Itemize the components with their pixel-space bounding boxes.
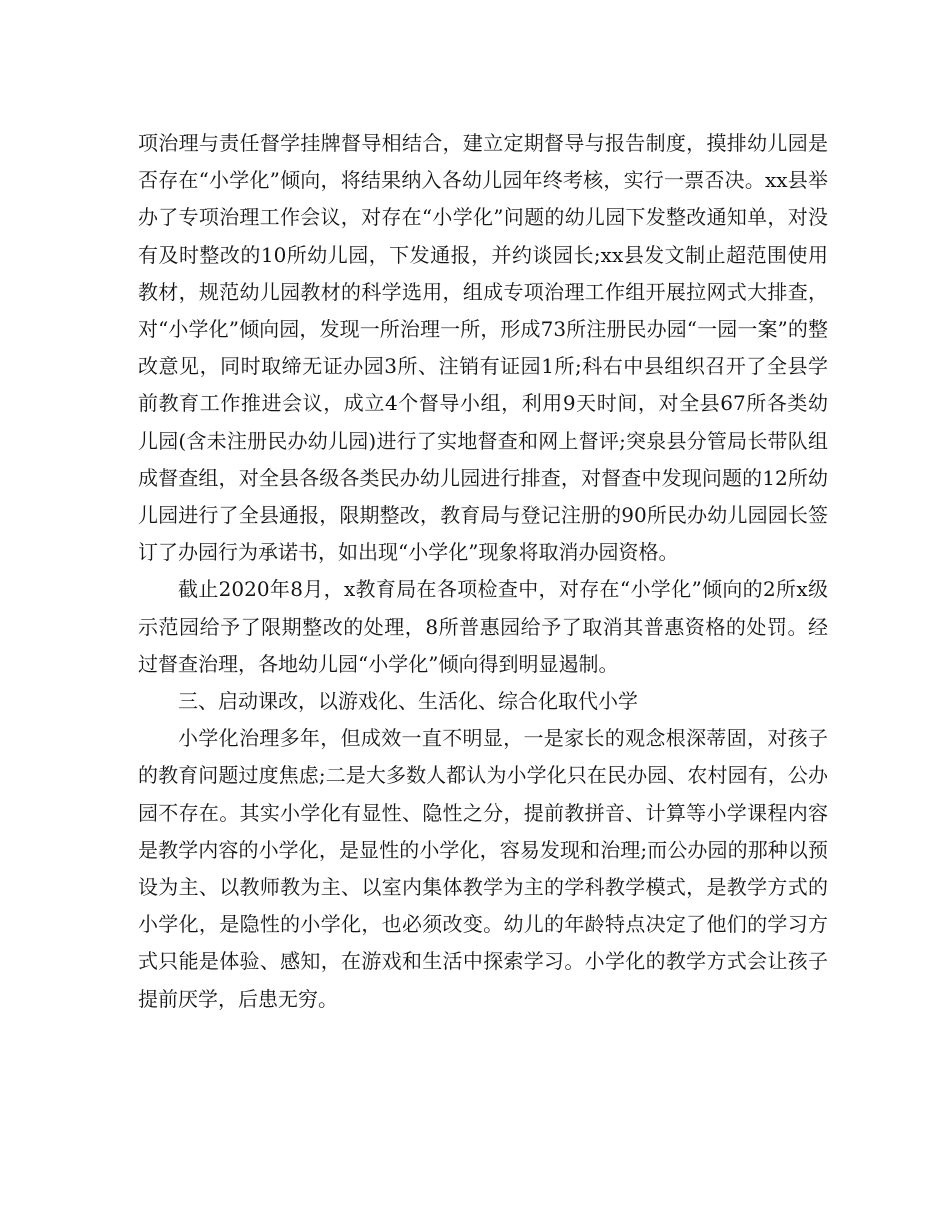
paragraph-continuation: 项治理与责任督学挂牌督导相结合，建立定期督导与报告制度，摸排幼儿园是否存在“小学化”倾向，将结果纳入各幼儿园年终考核，实行一票否决。xx县举办了专项治理工作会议，对存在“小学化”问题的幼儿园下发整改通知单，对没有及时整改的10所幼儿园，下发通报，并约谈园长;xx县发文制止超范围使用教材，规范幼儿园教材的科学选用，组成专项治理工作组开展拉网式大排查，对“小学化”倾向园，发现一所治理一所，形成73所注册民办园“一园一案”的整改意见，同时取缔无证办园3所、注销有证园1所;科右中县组织召开了全县学前教育工作推进会议，成立4个督导小组，利用9天时间，对全县67所各类幼儿园(含未注册民办幼儿园)进行了实地督查和网上督评;突泉县分管局长带队组成督查组，对全县各级各类民办幼儿园进行排查，对督查中发现问题的12所幼儿园进行了全县通报，限期整改，教育局与登记注册的90所民办幼儿园园长签订了办园行为承诺书，如出现“小学化”现象将取消办园资格。 <box>138 131 828 565</box>
paragraph-result-summary: 截止2020年8月，x教育局在各项检查中，对存在“小学化”倾向的2所x级示范园给予了限期整改的处理，8所普惠园给予了取消其普惠资格的处罚。经过督查治理，各地幼儿园“小学化”倾向得到明显遏制。 <box>138 577 828 676</box>
document-page <box>138 125 828 1018</box>
section-heading: 三、启动课改，以游戏化、生活化、综合化取代小学 <box>178 689 638 714</box>
paragraph-curriculum-reform: 小学化治理多年，但成效一直不明显，一是家长的观念根深蒂固，对孩子的教育问题过度焦虑;二是大多数人都认为小学化只在民办园、农村园有，公办园不存在。其实小学化有显性、隐性之分，提前教拼音、计算等小学课程内容是教学内容的小学化，是显性的小学化，容易发现和治理;而公办园的那种以预设为主、以教师教为主、以室内集体教学为主的学科教学模式，是教学方式的小学化，是隐性的小学化，也必须改变。幼儿的年龄特点决定了他们的学习方式只能是体验、感知，在游戏和生活中探索学习。小学化的教学方式会让孩子提前厌学，后患无穷。 <box>138 726 828 1011</box>
